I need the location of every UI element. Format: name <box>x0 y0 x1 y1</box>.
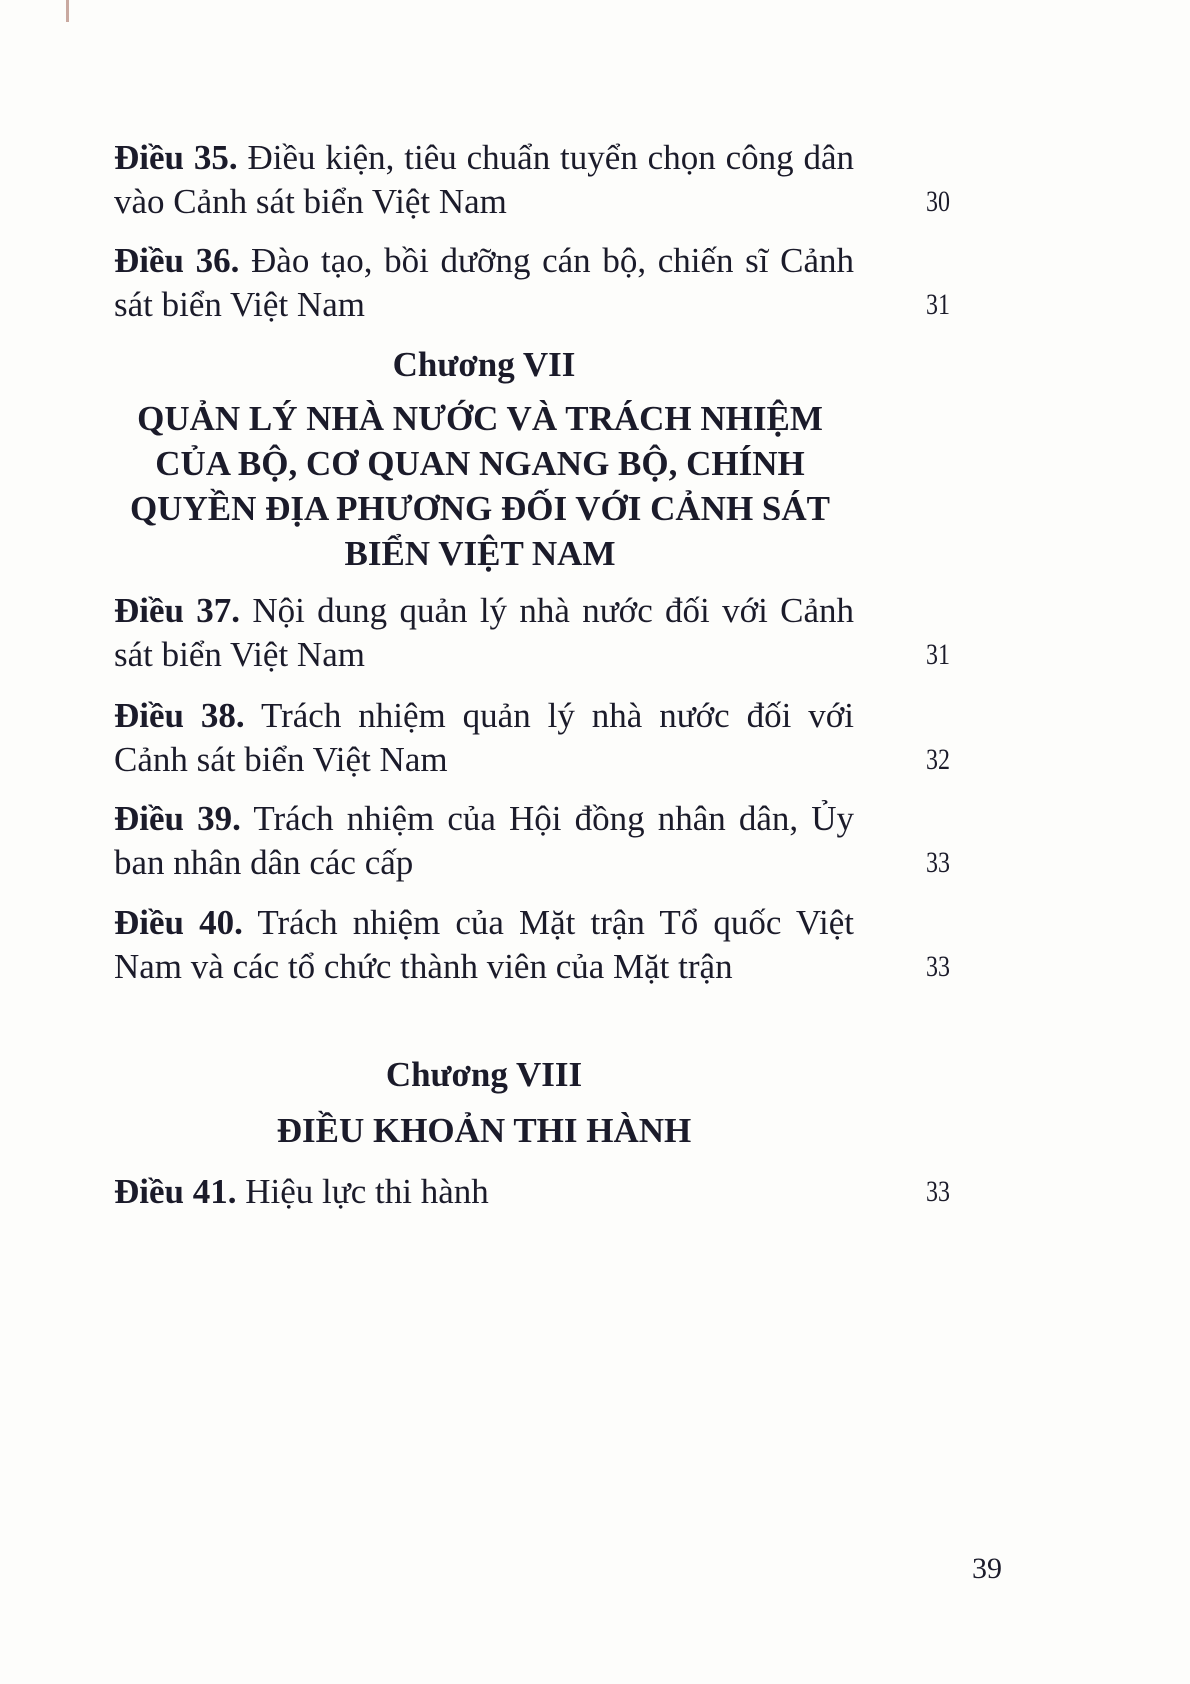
entry-title: Trách nhiệm quản lý nhà nước đối với Cảnh sát biển Việt Nam <box>114 696 855 779</box>
chapter-title-7: QUẢN LÝ NHÀ NƯỚC VÀ TRÁCH NHIỆM CỦA BỘ, CƠ QUAN NGANG BỘ, CHÍNH QUYỀN ĐỊA PHƯƠNG ĐỐI VỚI CẢNH SÁT BIỂN VIỆT NAM <box>129 399 831 573</box>
entry-label: Điều 41. <box>114 1172 237 1211</box>
entry-page: 30 <box>926 185 950 218</box>
entry-label: Điều 35. <box>114 138 238 177</box>
entry-page: 33 <box>926 846 950 879</box>
entry-page: 31 <box>926 288 950 321</box>
entry-title: Đào tạo, bồi dưỡng cán bộ, chiến sĩ Cảnh sát biển Việt Nam <box>114 241 855 324</box>
entry-label: Điều 38. <box>114 696 245 735</box>
entry-title: Điều kiện, tiêu chuẩn tuyển chọn công dân vào Cảnh sát biển Việt Nam <box>114 138 855 221</box>
toc-entry-36[interactable] <box>114 239 950 327</box>
toc-entry-40[interactable] <box>114 901 950 989</box>
toc-entry-37[interactable] <box>114 589 950 677</box>
entry-title: Trách nhiệm của Mặt trận Tổ quốc Việt Nam và các tổ chức thành viên của Mặt trận <box>114 903 854 986</box>
entry-page: 33 <box>926 950 950 983</box>
entry-label: Điều 39. <box>114 799 241 838</box>
page-number: 39 <box>972 1552 1002 1585</box>
entry-title: Trách nhiệm của Hội đồng nhân dân, Ủy ban nhân dân các cấp <box>114 799 854 882</box>
toc-entry-41[interactable] <box>114 1170 950 1214</box>
toc-entry-35[interactable] <box>114 136 950 224</box>
entry-title: Hiệu lực thi hành <box>245 1172 489 1211</box>
entry-page: 31 <box>926 638 950 671</box>
chapter-heading-7: Chương VII <box>392 345 576 384</box>
entry-label: Điều 40. <box>114 903 243 942</box>
entry-label: Điều 36. <box>114 241 240 280</box>
entry-page: 33 <box>926 1175 950 1208</box>
chapter-heading-8: Chương VIII <box>385 1055 583 1094</box>
entry-page: 32 <box>926 743 950 776</box>
toc-entry-39[interactable] <box>114 797 950 885</box>
entry-label: Điều 37. <box>114 591 241 630</box>
chapter-title-8: ĐIỀU KHOẢN THI HÀNH <box>276 1111 692 1150</box>
entry-title: Nội dung quản lý nhà nước đối với Cảnh sát biển Việt Nam <box>114 591 854 674</box>
scan-edge-mark <box>66 0 69 22</box>
toc-entry-38[interactable] <box>114 694 950 782</box>
